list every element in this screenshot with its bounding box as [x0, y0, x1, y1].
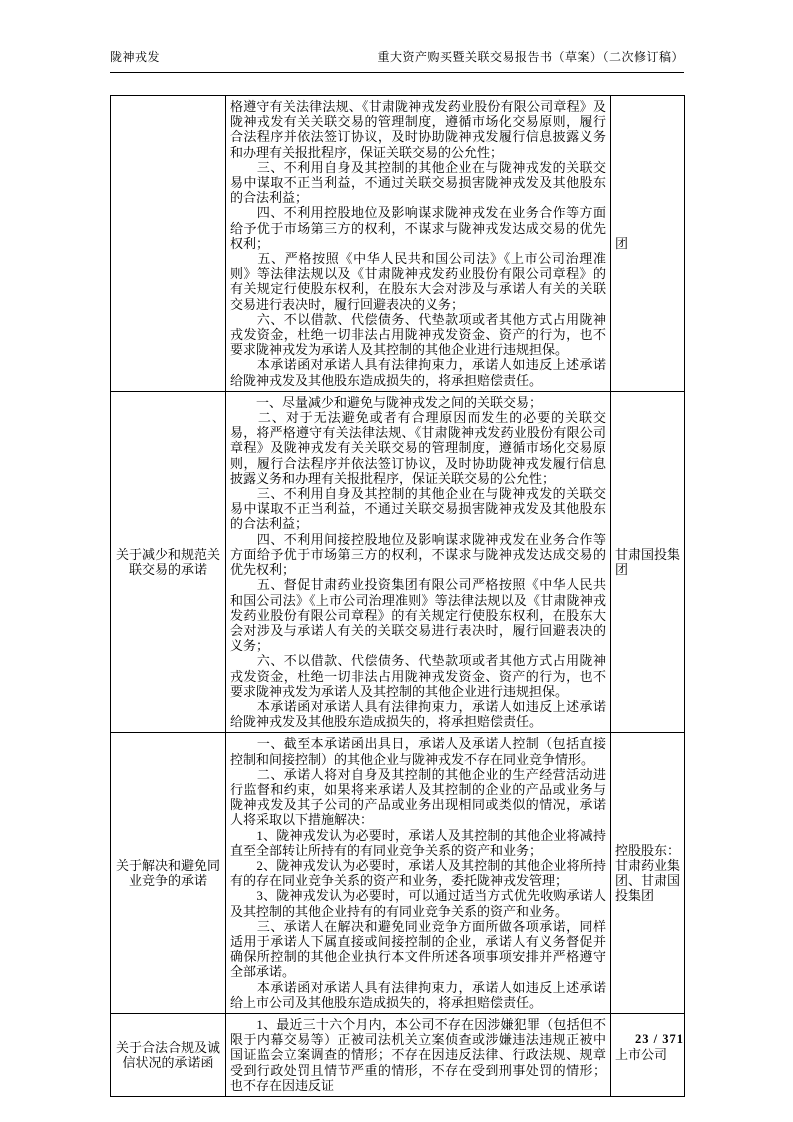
paragraph: 三、承诺人在解决和避免同业竞争方面所做各项承诺，同样适用于承诺人下属直接或间接控制的企业，承诺人有义务督促并确保所控制的其他企业执行本文件所述各项事项安排并严格遵守全部承诺。	[230, 918, 606, 980]
commitment-content	[226, 391, 611, 732]
commitment-label	[111, 96, 226, 392]
paragraph: 四、不利用控股地位及影响谋求陇神戎发在业务合作等方面给予优于市场第三方的权利，不谋求与陇神戎发达成交易的优先权利；	[230, 205, 606, 251]
table-row	[111, 96, 685, 392]
page-header	[110, 48, 684, 73]
commitment-party: 上市公司	[611, 1013, 685, 1096]
paragraph: 本承诺函对承诺人具有法律拘束力，承诺人如违反上述承诺给陇神戎发及其他股东造成损失的，将承担赔偿责任。	[230, 698, 606, 730]
paragraph: 六、不以借款、代偿债务、代垫款项或者其他方式占用陇神戎发资金，杜绝一切非法占用陇神戎发资金、资产的行为，也不要求陇神戎发为承诺人及其控制的其他企业进行违规担保。	[230, 653, 606, 699]
paragraph: 三、不利用自身及其控制的其他企业在与陇神戎发的关联交易中谋取不正当利益，不通过关联交易损害陇神戎发及其他股东的合法利益；	[230, 486, 606, 532]
commitment-label: 关于解决和避免同业竞争的承诺	[111, 733, 226, 1014]
commitment-label: 关于合法合规及诚信状况的承诺函	[111, 1013, 226, 1096]
paragraph: 3、陇神戎发认为必要时，可以通过适当方式优先收购承诺人及其控制的其他企业持有的有同业竞争关系的资产和业务。	[230, 888, 606, 919]
paragraph: 格遵守有关法律法规、《甘肃陇神戎发药业股份有限公司章程》及陇神戎发有关关联交易的管理制度，遵循市场化交易原则，履行合法程序并依法签订协议，及时协助陇神戎发履行信息披露义务和办理有关报批程序，保证关联交易的公允性；	[230, 99, 606, 160]
paragraph: 一、尽量减少和避免与陇神戎发之间的关联交易；	[230, 394, 543, 410]
paragraph: 五、严格按照《中华人民共和国公司法》《上市公司治理准则》等法律法规以及《甘肃陇神戎发药业股份有限公司章程》的有关规定行使股东权利，在股东大会对涉及与承诺人有关的关联交易进行表决时，履行回避表决的义务；	[230, 251, 606, 312]
paragraph: 本承诺函对承诺人具有法律拘束力，承诺人如违反上述承诺给上市公司及其他股东造成损失的，将承担赔偿责任。	[230, 979, 606, 1010]
paragraph: 1、陇神戎发认为必要时，承诺人及其控制的其他企业将减持直至全部转让所持有的有同业竞争关系的资产和业务；	[230, 827, 606, 858]
paragraph: 五、督促甘肃药业投资集团有限公司严格按照《中华人民共和国公司法》《上市公司治理准则》等法律法规以及《甘肃陇神戎发药业股份有限公司章程》的有关规定行使股东权利，在股东大会对涉及与承诺人有关的关联交易进行表决时，履行回避表决的义务；	[230, 577, 606, 654]
table-row	[111, 733, 685, 1014]
commitment-party: 团	[611, 96, 685, 392]
commitment-party: 甘肃国投集团	[611, 391, 685, 732]
header-company-name: 陇神戎发	[110, 50, 161, 64]
table-row	[111, 391, 685, 732]
page-number: 23 / 371	[635, 1032, 684, 1046]
paragraph: 二、承诺人将对自身及其控制的其他企业的生产经营活动进行监督和约束，如果将来承诺人及其控制的企业的产品或业务与陇神戎发及其子公司的产品或业务出现相同或类似的情况，承诺人将采取以下措施解决：	[230, 766, 606, 828]
commitments-table	[110, 95, 685, 1097]
paragraph: 二、对于无法避免或者有合理原因而发生的必要的关联交易，将严格遵守有关法律法规、《甘肃陇神戎发药业股份有限公司章程》及陇神戎发有关关联交易的管理制度，遵循市场化交易原则，履行合法程序并依法签订协议，及时协助陇神戎发履行信息披露义务和办理有关报批程序，保证关联交易的公允性；	[230, 410, 606, 486]
paragraph: 1、最近三十六个月内，本公司不存在因涉嫌犯罪（包括但不限于内幕交易等）正被司法机关立案侦查或涉嫌违法违规正被中国证监会立案调查的情形；不存在因违反法律、行政法规、规章受到行政处罚且情节严重的情形，不存在受到刑事处罚的情形；也不存在因违反证	[230, 1016, 606, 1093]
commitment-label: 关于减少和规范关联交易的承诺	[111, 391, 226, 732]
commitment-content	[226, 733, 611, 1014]
header-document-title: 重大资产购买暨关联交易报告书（草案）（二次修订稿）	[377, 50, 684, 64]
table-row	[111, 1013, 685, 1096]
paragraph: 三、不利用自身及其控制的其他企业在与陇神戎发的关联交易中谋取不正当利益，不通过关联交易损害陇神戎发及其他股东的合法利益；	[230, 159, 606, 206]
paragraph: 六、不以借款、代偿债务、代垫款项或者其他方式占用陇神戎发资金，杜绝一切非法占用陇神戎发资金、资产的行为，也不要求陇神戎发为承诺人及其控制的其他企业进行违规担保。	[230, 311, 606, 358]
paragraph: 本承诺函对承诺人具有法律拘束力，承诺人如违反上述承诺给陇神戎发及其他股东造成损失的，将承担赔偿责任。	[230, 357, 606, 388]
paragraph: 2、陇神戎发认为必要时，承诺人及其控制的其他企业将所持有的存在同业竞争关系的资产和业务，委托陇神戎发管理；	[230, 857, 606, 889]
commitment-party: 控股股东：甘肃药业集团、甘肃国投集团	[611, 733, 685, 1014]
paragraph: 一、截至本承诺函出具日，承诺人及承诺人控制（包括直接控制和间接控制）的其他企业与陇神戎发不存在同业竞争情形。	[230, 736, 606, 767]
commitment-content	[226, 96, 611, 392]
commitment-content	[226, 1013, 611, 1096]
paragraph: 四、不利用间接控股地位及影响谋求陇神戎发在业务合作等方面给予优于市场第三方的权利，不谋求与陇神戎发达成交易的优先权利；	[230, 531, 606, 578]
